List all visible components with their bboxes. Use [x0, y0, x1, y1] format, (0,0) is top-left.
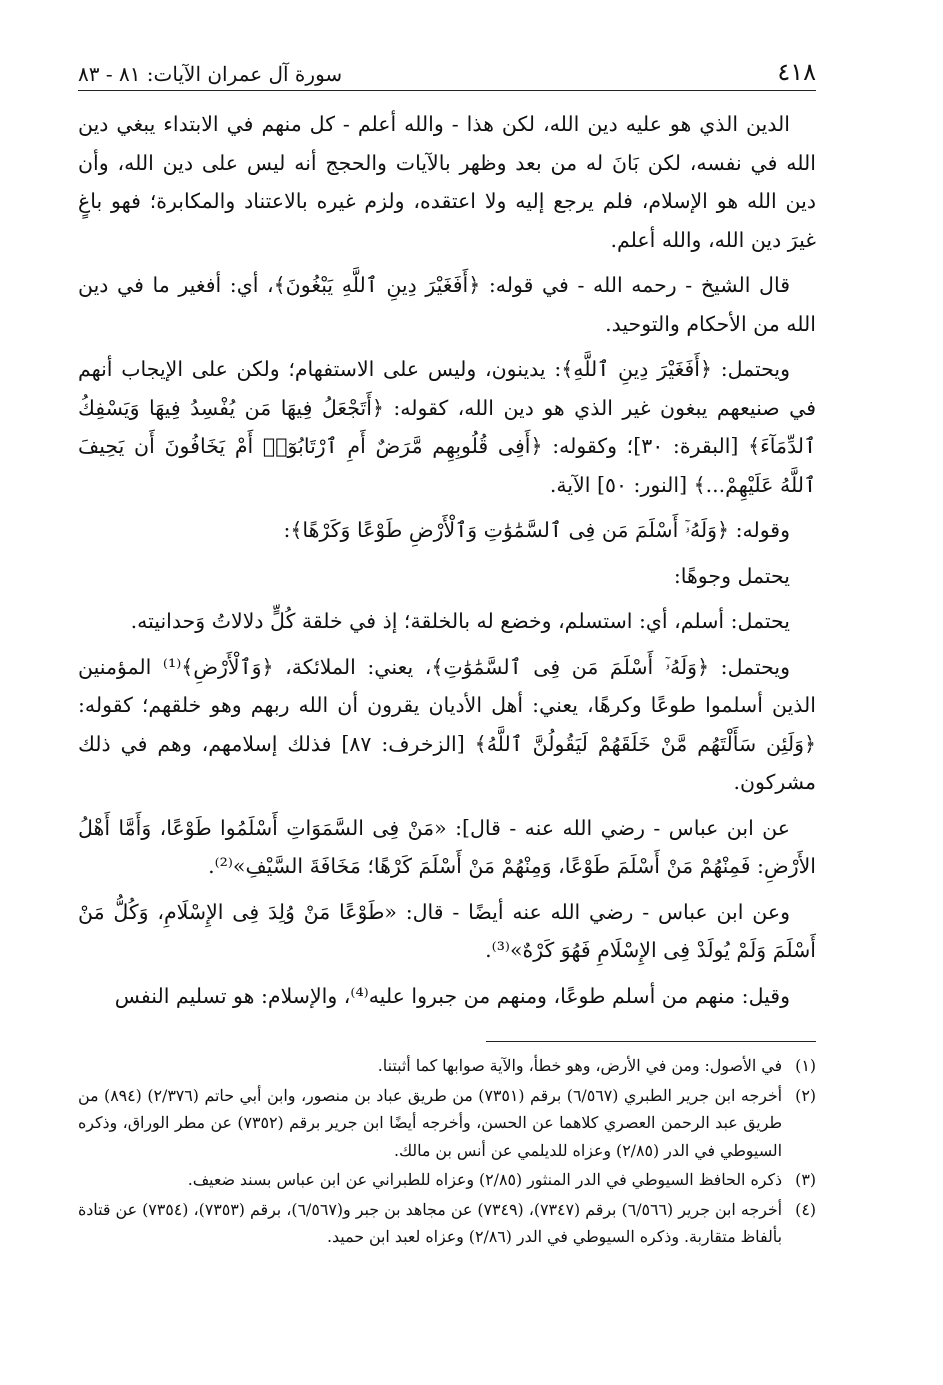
footnote-rule [486, 1041, 816, 1042]
footnote [78, 1196, 816, 1251]
book-page [78, 50, 816, 1253]
paragraph: وقيل: منهم من أسلم طوعًا، ومنهم من جبروا عليه⁽⁴⁾، والإسلام: هو تسليم النفس [114, 983, 790, 1008]
footnote-number: (٤) [795, 1199, 816, 1219]
footnote-number: (٢) [795, 1085, 816, 1105]
paragraph: الدين الذي هو عليه دين الله، لكن هذا - والله أعلم - كل منهم في الابتداء يبغي دين الله في نفسه، لكن بَانَ له من بعد وظهر بالآيات والحجج أنه ليس على دين الله، وأن دين الله هو الإسلام، فلم يرجع إليه ولا اعتقده، ولزم غيره بالاعتناد والمكابرة؛ فهو باغٍ غيرَ دين الله، والله أعلم. [78, 112, 816, 252]
paragraph: ويحتمل: ﴿أَفَغَيْرَ دِينِ ٱللَّهِ﴾: يدينون، وليس على الاستفهام؛ ولكن على الإيجاب أنهم في صنيعهم يبغون غير الذي هو دين الله، كقوله: ﴿أَتَجْعَلُ فِيهَا مَن يُفْسِدُ فِيهَا وَيَسْفِكُ ٱلدِّمَآءَ﴾ [البقرة: ٣٠]؛ وكقوله: ﴿أَفِى قُلُوبِهِم مَّرَضٌ أَمِ ٱرْتَابُوٓا۟ أَمْ يَخَافُونَ أَن يَحِيفَ ٱللَّهُ عَلَيْهِمْ...﴾ [النور: ٥٠] الآية. [78, 357, 816, 497]
footnote-number: (١) [795, 1056, 816, 1075]
main-text [78, 105, 816, 1015]
footnote [78, 1166, 816, 1194]
footnote-number: (٣) [795, 1170, 816, 1189]
footnote-text: أخرجه ابن جرير (٦/٥٦٦) برقم (٧٣٤٧)، (٧٣٤٩) عن مجاهد بن جبر و(٦/٥٦٧)، برقم (٧٣٥٣)، (٧٣٥٤) عن قتادة بألفاظ متقاربة. وذكره السيوطي في الدر (٢/٨٦) وعزاه لعبد ابن حميد. [78, 1199, 782, 1246]
footnote-text: أخرجه ابن جرير الطبري (٦/٥٦٧) برقم (٧٣٥١) من طريق عباد بن منصور، وابن أبي حاتم (٢/٣٧٦) (٨٩٤) من طريق عبد الرحمن العصري كلاهما عن الحسن، وأخرجه أيضًا ابن جرير برقم (٧٣٥٢) عن مطر الوراق، وذكره السيوطي في الدر (٢/٨٥) وعزاه للديلمي عن أنس بن مالك. [78, 1085, 783, 1160]
header-rule [78, 90, 816, 91]
footnote [78, 1052, 816, 1080]
paragraph: عن ابن عباس - رضي الله عنه - قال]: «مَنْ فِى السَّمَوَاتِ أَسْلَمُوا طَوْعًا، وَأَمَّا أَهْلُ الأَرْضِ: فَمِنْهُمْ مَنْ أَسْلَمَ طَوْعًا، وَمِنْهُمْ مَنْ أَسْلَمَ كَرْهًا؛ مَخَافَةَ السَّيْفِ»⁽²⁾. [78, 815, 816, 878]
paragraph: وقوله: ﴿وَلَهُۥٓ أَسْلَمَ مَن فِى ٱلسَّمَٰوَٰتِ وَٱلْأَرْضِ طَوْعًا وَكَرْهًا﴾: [283, 518, 790, 542]
paragraph: يحتمل: أسلم، أي: استسلم، وخضع له بالخلقة؛ إذ في خلقة كُلٍّ دلالاتُ وَحدانيته. [130, 609, 790, 633]
paragraph: يحتمل وجوهًا: [673, 563, 790, 588]
running-title: سورة آل عمران الآيات: ٨١ - ٨٣ [78, 62, 343, 86]
footnote-text: في الأصول: ومن في الأرض، وهو خطأ، والآية صوابها كما أثبتنا. [377, 1056, 782, 1075]
footnote-text: ذكره الحافظ السيوطي في الدر المنثور (٢/٨٥) وعزاه للطبراني عن ابن عباس بسند ضعيف. [187, 1170, 782, 1189]
paragraph: قال الشيخ - رحمه الله - في قوله: ﴿أَفَغَيْرَ دِينِ ٱللَّهِ يَبْغُونَ﴾، أي: أفغير ما في دين الله من الأحكام والتوحيد. [78, 273, 816, 336]
paragraph: وعن ابن عباس - رضي الله عنه أيضًا - قال: «طَوْعًا مَنْ وُلِدَ فِى الإِسْلَامِ، وَكُلُّ مَنْ أَسْلَمَ وَلَمْ يُولَدْ فِى الإِسْلَامِ فَهُوَ كَرْهٌ»⁽³⁾. [78, 899, 816, 962]
page-number: ٤١٨ [777, 58, 816, 86]
page-header [78, 50, 816, 86]
footnotes [78, 1052, 816, 1251]
footnote [78, 1082, 816, 1165]
paragraph: ويحتمل: ﴿وَلَهُۥٓ أَسْلَمَ مَن فِى ٱلسَّمَٰوَٰتِ﴾، يعني: الملائكة، ﴿وَٱلْأَرْضِ﴾⁽¹⁾ المؤمنين الذين أسلموا طوعًا وكرهًا، يعني: أهل الأديان يقرون أن الله ربهم وهو خلقهم؛ كقوله: ﴿وَلَئِن سَأَلْتَهُم مَّنْ خَلَقَهُمْ لَيَقُولُنَّ ٱللَّهُ﴾ [الزخرف: ٨٧] فذلك إسلامهم، وهم في ذلك مشركون. [78, 654, 816, 794]
